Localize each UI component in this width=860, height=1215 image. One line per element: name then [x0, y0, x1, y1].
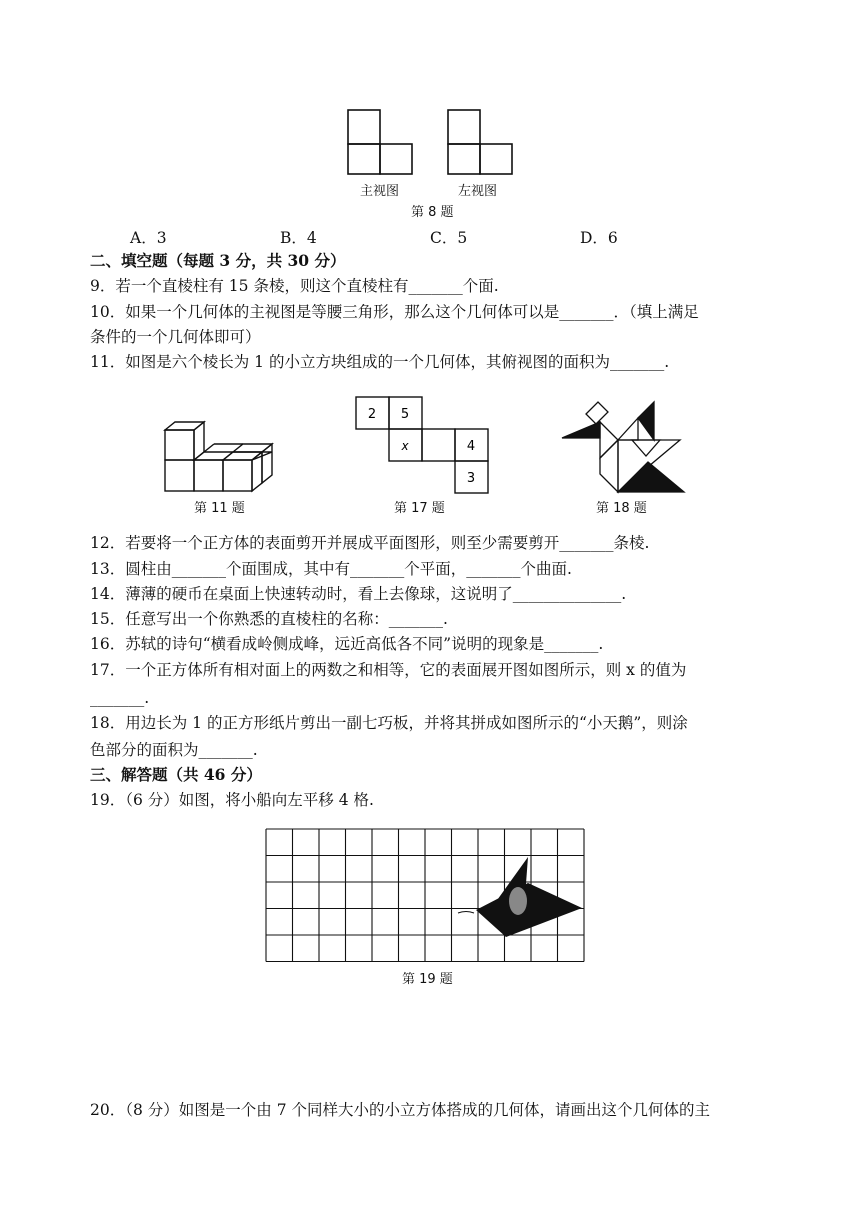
net-number-3: 3 [466, 471, 476, 486]
fig19-caption: 第 19 题 [402, 972, 453, 987]
section3-heading: 三、解答题（共 46 分） [90, 765, 262, 784]
fig11-cube-stack [160, 414, 285, 496]
question-18-line1: 18．用边长为 1 的正方形纸片剪出一副七巧板，并将其拼成如图所示的“小天鹅”，则涂 [90, 714, 688, 732]
fig18-caption: 第 18 题 [596, 501, 647, 516]
front-view-label: 主视图 [360, 184, 400, 199]
fig19-grid [262, 825, 587, 967]
question-10-line1: 10．如果一个几何体的主视图是等腰三角形，那么这个几何体可以是_______．（填上满足 [90, 303, 699, 321]
q8-option-d: D．6 [580, 229, 618, 247]
boat-shape [458, 857, 582, 937]
q8-figure [340, 104, 525, 186]
question-17-line2: _______. [90, 689, 150, 707]
section2-heading: 二、填空题（每题 3 分，共 30 分） [90, 251, 346, 270]
q8-option-a: A．3 [130, 229, 167, 247]
question-10-line2: 条件的一个几何体即可） [90, 328, 261, 346]
question-17-line1: 17．一个正方体所有相对面上的两数之和相等，它的表面展开图如图所示，则 x 的值为 [90, 661, 687, 679]
question-14: 14．薄薄的硬币在桌面上快速转动时，看上去像球，这说明了______________. [90, 585, 627, 603]
fig17-cube-net [352, 393, 490, 496]
q8-option-c: C．5 [430, 229, 468, 247]
net-unknown-x: x [401, 439, 409, 453]
question-19: 19．（6 分）如图，将小船向左平移 4 格. [90, 791, 374, 809]
net-number-2: 2 [367, 407, 377, 422]
question-13: 13．圆柱由_______个面围成，其中有_______个平面，_______个曲面. [90, 560, 572, 578]
question-15: 15．任意写出一个你熟悉的直棱柱的名称：_______. [90, 610, 448, 628]
q8-option-b: B．4 [280, 229, 317, 247]
fig17-caption: 第 17 题 [394, 501, 445, 516]
fig11-caption: 第 11 题 [194, 501, 245, 516]
question-16: 16．苏轼的诗句“横看成岭侧成峰，远近高低各不同”说明的现象是_______. [90, 635, 604, 653]
question-18-line2: 色部分的面积为_______. [90, 741, 258, 759]
q8-caption: 第 8 题 [411, 205, 454, 220]
net-number-5: 5 [400, 407, 410, 422]
left-view-label: 左视图 [458, 184, 498, 199]
question-11: 11．如图是六个棱长为 1 的小立方块组成的一个几何体，其俯视图的面积为_______. [90, 353, 670, 371]
net-number-4: 4 [466, 439, 476, 454]
question-20: 20．（8 分）如图是一个由 7 个同样大小的小立方体搭成的几何体，请画出这个几何体的主 [90, 1101, 710, 1119]
question-9: 9．若一个直棱柱有 15 条棱，则这个直棱柱有_______个面. [90, 277, 499, 295]
fig18-tangram-swan [560, 400, 690, 495]
question-12: 12．若要将一个正方体的表面剪开并展成平面图形，则至少需要剪开_______条棱. [90, 534, 650, 552]
